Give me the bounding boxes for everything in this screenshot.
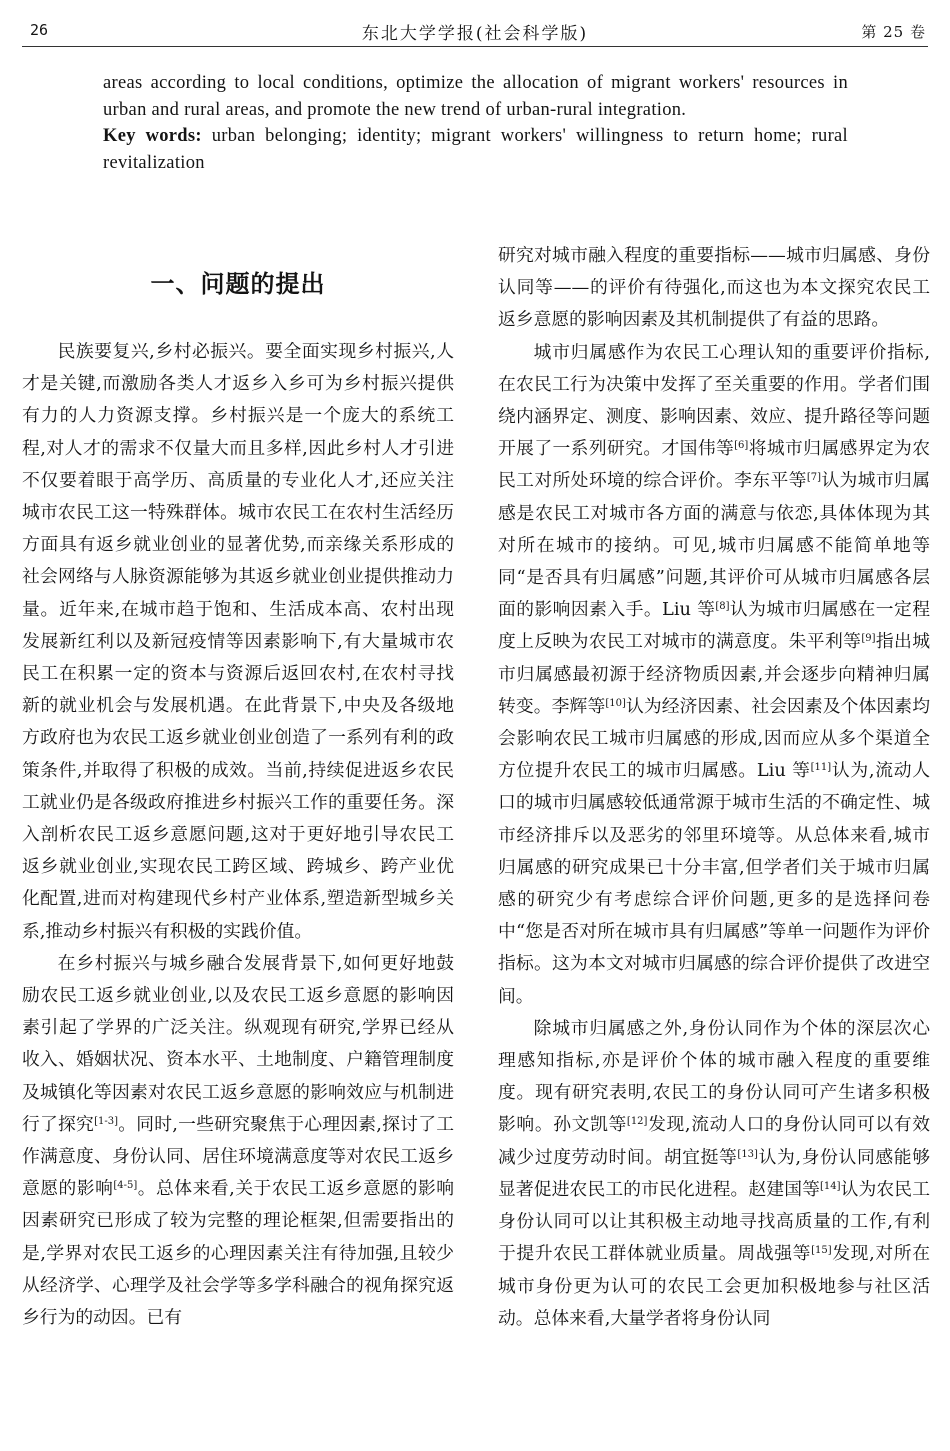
english-abstract bbox=[103, 70, 848, 176]
citation[interactable]: [11] bbox=[810, 762, 832, 774]
abstract-text: areas according to local conditions, optimize the allocation of migrant workers' resources in urban and rural areas, and promote the new trend of urban-rural integration. bbox=[103, 73, 848, 120]
paragraph-continued: 研究对城市融入程度的重要指标——城市归属感、身份认同等——的评价有待强化,而这也为本文探究农民工返乡意愿的影响因素及其机制提供了有益的思路。 bbox=[498, 245, 930, 331]
right-column bbox=[498, 240, 930, 1335]
left-column bbox=[22, 240, 454, 1334]
paragraph: 除城市归属感之外,身份认同作为个体的深层次心理感知指标,亦是评价个体的城市融入程度的重要维度。现有研究表明,农民工的身份认同可产生诸多积极影响。孙文凯等[12]发现,流动人口的身份认同可以有效减少过度劳动时间。胡宜挺等[13]认为,身份认同感能够显著促进农民工的市民化进程。赵建国等[14]认为农民工身份认同可以让其积极主动地寻找高质量的工作,有利于提升农民工群体就业质量。周战强等[15]发现,对所在城市身份更为认可的农民工会更加积极地参与社区活动。总体来看,大量学者将身份认同 bbox=[498, 1017, 930, 1329]
citation[interactable]: [12] bbox=[626, 1116, 648, 1128]
citation[interactable]: [10] bbox=[605, 697, 626, 709]
citation[interactable]: [9] bbox=[861, 633, 876, 645]
citation[interactable]: [14] bbox=[820, 1180, 841, 1192]
citation[interactable]: [6] bbox=[734, 440, 749, 452]
citation[interactable]: [15] bbox=[811, 1245, 832, 1257]
citation[interactable]: [8] bbox=[715, 601, 730, 613]
keywords-line bbox=[103, 123, 848, 176]
citation[interactable]: [4-5] bbox=[113, 1180, 138, 1192]
volume-label: 第 25 卷 bbox=[861, 23, 926, 41]
section-title: 一、问题的提出 bbox=[150, 270, 326, 298]
page-number: 26 bbox=[30, 21, 49, 39]
citation[interactable]: [13] bbox=[737, 1148, 758, 1160]
journal-title: 东北大学学报(社会科学版) bbox=[361, 24, 589, 44]
citation[interactable]: [7] bbox=[806, 472, 821, 484]
running-header bbox=[22, 18, 928, 47]
citation[interactable]: [1-3] bbox=[94, 1115, 118, 1127]
paragraph: 民族要复兴,乡村必振兴。要全面实现乡村振兴,人才是关键,而激励各类人才返乡入乡可为乡村振兴提供有力的人力资源支撑。乡村振兴是一个庞大的系统工程,对人才的需求不仅量大而且多样,因此乡村人才引进不仅要着眼于高学历、高质量的专业化人才,还应关注城市农民工这一特殊群体。城市农民工在农村生活经历方面具有返乡就业创业的显著优势,而亲缘关系形成的社会网络与人脉资源能够为其返乡就业创业提供推动力量。近年来,在城市趋于饱和、生活成本高、农村出现发展新红利以及新冠疫情等因素影响下,有大量城市农民工在积累一定的资本与资源后返回农村,在农村寻找新的就业机会与发展机遇。在此背景下,中央及各级地方政府也为农民工返乡就业创业创造了一系列有利的政策条件,并取得了积极的成效。当前,持续促进返乡农民工就业仍是各级政府推进乡村振兴工作的重要任务。深入剖析农民工返乡意愿问题,这对于更好地引导农民工返乡就业创业,实现农民工跨区域、跨城乡、跨产业优化配置,进而对构建现代乡村产业体系,塑造新型城乡关系,推动乡村振兴有积极的实践价值。 bbox=[22, 341, 454, 942]
paragraph: 城市归属感作为农民工心理认知的重要评价指标,在农民工行为决策中发挥了至关重要的作用。学者们围绕内涵界定、测度、影响因素、效应、提升路径等问题开展了一系列研究。才国伟等[6]将城市归属感界定为农民工对所处环境的综合评价。李东平等[7]认为城市归属感是农民工对城市各方面的满意与依恋,具体体现为其对所在城市的接纳。可见,城市归属感不能简单地等同“是否具有归属感”问题,其评价可从城市归属感各层面的影响因素入手。Liu 等[8]认为城市归属感在一定程度上反映为农民工对城市的满意度。朱平利等[9]指出城市归属感最初源于经济物质因素,并会逐步向精神归属转变。李辉等[10]认为经济因素、社会因素及个体因素均会影响农民工城市归属感的形成,因而应从多个渠道全方位提升农民工的城市归属感。Liu 等[11]认为,流动人口的城市归属感较低通常源于城市生活的不确定性、城市经济排斥以及恶劣的邻里环境等。从总体来看,城市归属感的研究成果已十分丰富,但学者们关于城市归属感的研究少有考虑综合评价问题,更多的是选择问卷中“您是否对所在城市具有归属感”等单一问题作为评价指标。这为本文对城市归属感的综合评价提供了改进空间。 bbox=[498, 341, 930, 1007]
keywords-label: Key words: bbox=[103, 126, 202, 146]
keywords-text: urban belonging; identity; migrant workers' willingness to return home; rural revitalization bbox=[103, 126, 848, 173]
paragraph: 在乡村振兴与城乡融合发展背景下,如何更好地鼓励农民工返乡就业创业,以及农民工返乡意愿的影响因素引起了学界的广泛关注。纵观现有研究,学界已经从收入、婚姻状况、资本水平、土地制度、户籍管理制度及城镇化等因素对农民工返乡意愿的影响效应与机制进行了探究[1-3]。同时,一些研究聚焦于心理因素,探讨了工作满意度、身份认同、居住环境满意度等对农民工返乡意愿的影响[4-5]。总体来看,关于农民工返乡意愿的影响因素研究已形成了较为完整的理论框架,但需要指出的是,学界对农民工返乡的心理因素关注有待加强,且较少从经济学、心理学及社会学等多学科融合的视角探究返乡行为的动因。已有 bbox=[22, 952, 454, 1329]
